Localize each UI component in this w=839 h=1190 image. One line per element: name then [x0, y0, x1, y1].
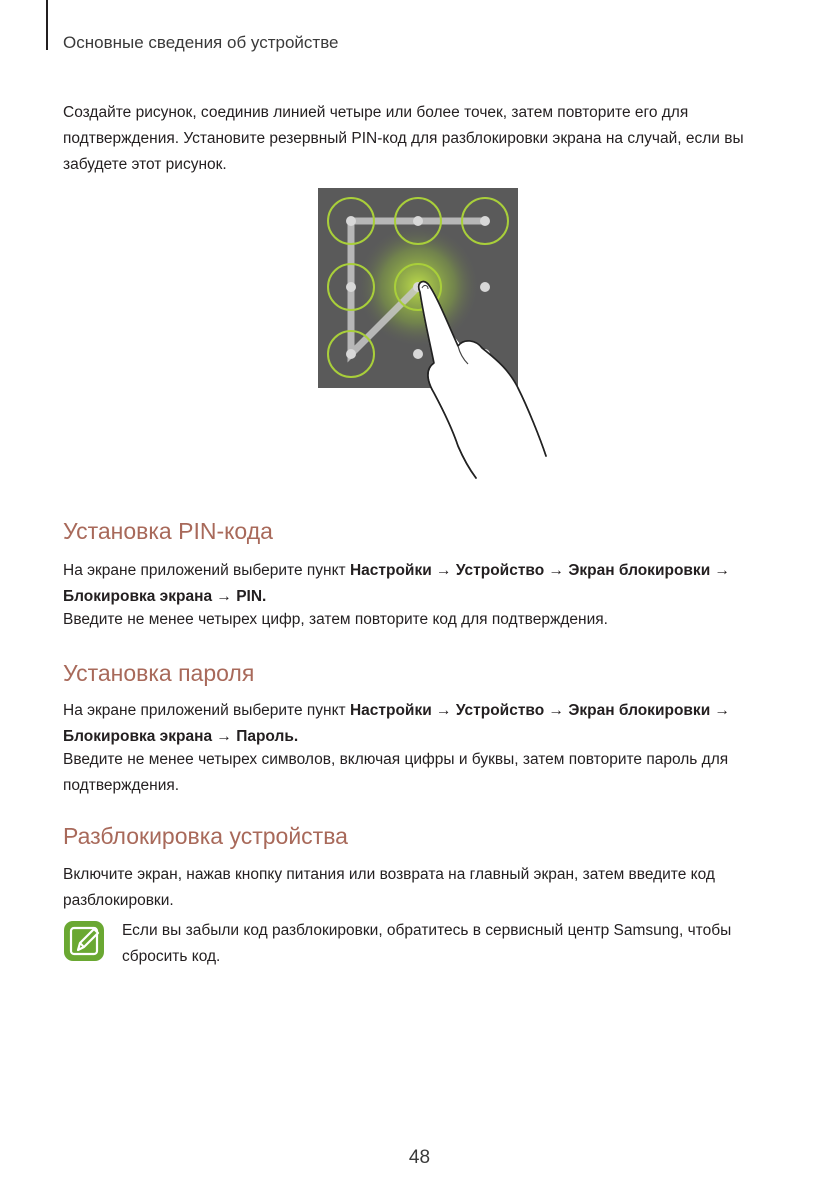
pin-path-step: PIN	[236, 588, 263, 605]
password-path-paragraph: На экране приложений выберите пункт Настройки → Устройство → Экран блокировки → Блокировка экрана → Пароль.	[63, 702, 731, 745]
password-path-step: Настройки	[349, 702, 432, 719]
password-instruction: Введите не менее четырех символов, включая цифры и буквы, затем повторите пароль для подтверждения.	[63, 751, 729, 794]
pin-instruction: Введите не менее четырех цифр, затем повторите код для подтверждения.	[63, 611, 608, 628]
pin-section-heading: Установка PIN-кода	[63, 518, 273, 544]
header-rule	[46, 0, 48, 50]
pin-path-step: Настройки	[349, 562, 432, 579]
password-path-step: Экран блокировки	[568, 702, 711, 719]
unlock-section-heading: Разблокировка устройства	[63, 823, 348, 849]
page-header-title: Основные сведения об устройстве	[63, 33, 339, 52]
note-pencil-icon	[63, 920, 105, 962]
password-lead-text: На экране приложений выберите пункт	[63, 702, 350, 719]
pin-path-step: Блокировка экрана	[63, 588, 213, 605]
page-number: 48	[408, 1147, 431, 1168]
pin-path-step: Экран блокировки	[568, 562, 711, 579]
password-path-step: Пароль	[236, 728, 294, 745]
intro-paragraph: Создайте рисунок, соединив линией четыре или более точек, затем повторите его для подтверждения. Установите резервный PIN-код для разблокировки экрана на случай, если вы забудете этот рисунок.	[63, 104, 744, 173]
pin-path-step: Устройство	[455, 562, 545, 579]
password-path-step: Устройство	[455, 702, 545, 719]
pin-lead-text: На экране приложений выберите пункт	[63, 562, 350, 579]
note-text: Если вы забыли код разблокировки, обратитесь в сервисный центр Samsung, чтобы сбросить код.	[122, 922, 732, 965]
password-path-step: Блокировка экрана	[63, 728, 213, 745]
pattern-lock-illustration	[318, 188, 548, 480]
password-section-heading: Установка пароля	[63, 660, 255, 686]
unlock-paragraph: Включите экран, нажав кнопку питания или возврата на главный экран, затем введите код разблокировки.	[63, 866, 715, 909]
pin-path-paragraph: На экране приложений выберите пункт Настройки → Устройство → Экран блокировки → Блокировка экрана → PIN.	[63, 562, 731, 605]
